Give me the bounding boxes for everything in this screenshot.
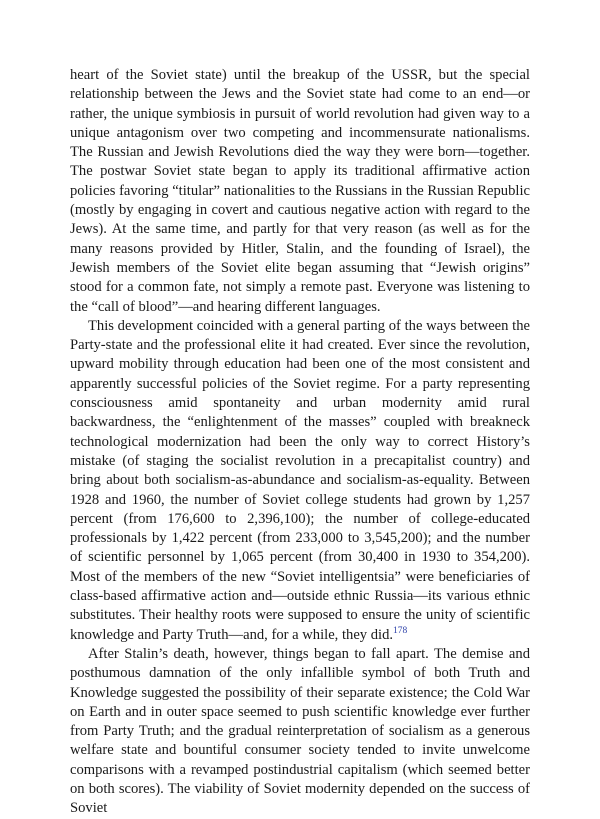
document-page [70,66,530,819]
footnote-reference-178[interactable]: 178 [393,625,408,636]
paragraph-1 [70,66,530,317]
paragraph-3-text: After Stalin’s death, however, things began to fall apart. The demise and posthumous damnation of the only infallible symbol of both Truth and Knowledge suggested the possibility of their separate existence; the Cold War on Earth and in outer space seemed to push scientific knowledge ever further from Party Truth; and the gradual reinterpretation of socialism as a generous welfare state and bountiful consumer society tended to invite unwelcome comparisons with a revamped postindustrial capitalism (which seemed better on both scores). The viability of Soviet modernity depended on the success of Soviet [70,645,530,817]
paragraph-2 [70,317,530,645]
paragraph-1-text: heart of the Soviet state) until the breakup of the USSR, but the special relationship between the Jews and the Soviet state had come to an end—or rather, the unique symbiosis in pursuit of world revolution had given way to a unique antagonism over two competing and incommensurate nationalisms. The Russian and Jewish Revolutions died the way they were born—together. The postwar Soviet state began to apply its traditional affirmative action policies favoring “titular” nationalities to the Russians in the Russian Republic (mostly by engaging in covert and cautious negative action with regard to the Jews). At the same time, and partly for that very reason (as well as for the many reasons provided by Hitler, Stalin, and the founding of Israel), the Jewish members of the Soviet elite began assuming that “Jewish origins” stood for a common fate, not simply a remote past. Everyone was listening to the “call of blood”—and hearing different languages. [70,67,530,315]
paragraph-3 [70,645,530,819]
paragraph-2-text: This development coincided with a general parting of the ways between the Party-state and the professional elite it had created. Ever since the revolution, upward mobility through education had been one of the most consistent and apparently successful policies of the Soviet regime. For a party representing consciousness amid spontaneity and urban modernity amid rural backwardness, the “enlightenment of the masses” coupled with breakneck technological modernization had been the only way to correct History’s mistake (of staging the socialist revolution in a precapitalist country) and bring about both socialism-as-abundance and socialism-as-equality. Between 1928 and 1960, the number of Soviet college students had grown by 1,257 percent (from 176,600 to 2,396,100); the number of college-educated professionals by 1,422 percent (from 233,000 to 3,545,200); and the number of scientific personnel by 1,065 percent (from 30,400 in 1930 to 354,200). Most of the members of the new “Soviet intelligentsia” were beneficiaries of class-based affirmative action and—outside ethnic Russia—its various ethnic substitutes. Their healthy roots were supposed to ensure the unity of scientific knowledge and Party Truth—and, for a while, they did. [70,317,530,643]
